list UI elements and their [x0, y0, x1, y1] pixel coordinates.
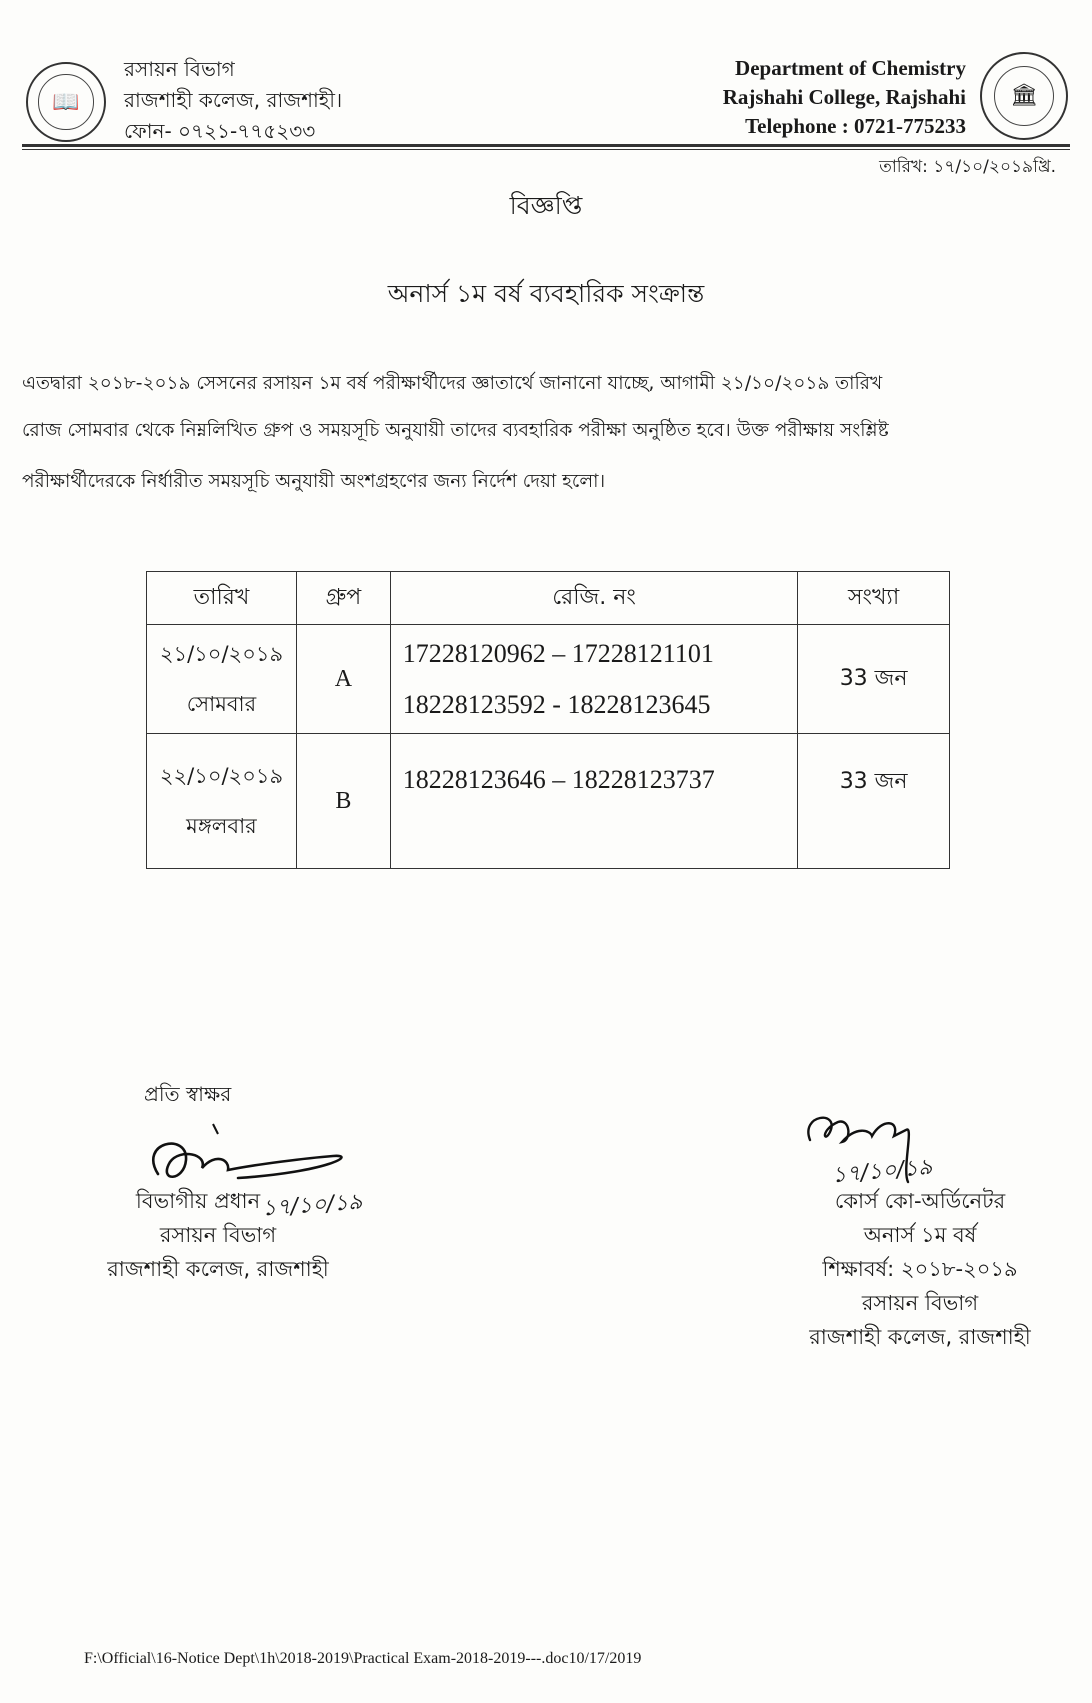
college-name-bn: রাজশাহী কলেজ, রাজশাহী।: [124, 88, 343, 112]
coordinator-college: রাজশাহী কলেজ, রাজশাহী: [809, 1325, 1031, 1349]
college-logo-right: [980, 52, 1068, 140]
col-header-reg: রেজি. নং: [390, 572, 797, 625]
notice-title: বিজ্ঞপ্তি: [509, 191, 583, 220]
group-cell: B: [296, 734, 390, 869]
reg-cell: [390, 734, 797, 869]
footer-file-path: F:\Official\16-Notice Dept\1h\2018-2019\Practical Exam-2018-2019---.doc10/17/2019: [84, 1650, 642, 1667]
coordinator-title: কোর্স কো-অর্ডিনেটর: [834, 1189, 1006, 1213]
right-signature-block: [780, 1184, 1060, 1354]
notice-date: তারিখ: ১৭/১০/২০১৯খ্রি.: [879, 157, 1056, 177]
table-row: [147, 734, 950, 869]
college-seal-icon: 🏛: [994, 66, 1055, 127]
col-header-group: গ্রুপ: [296, 572, 390, 625]
hod-title: বিভাগীয় প্রধান: [135, 1189, 261, 1213]
dept-name-en: Department of Chemistry: [735, 56, 966, 80]
table-row: [147, 625, 950, 734]
header-left: [124, 54, 342, 147]
phone-bn: ফোন- ০৭২১-৭৭৫২৩৩: [124, 119, 316, 143]
date-cell: [147, 734, 297, 869]
schedule-table: [146, 571, 950, 869]
group-cell: A: [296, 625, 390, 734]
handwritten-date-right: ১৭/১০/১৯: [831, 1154, 934, 1189]
countersign-label: প্রতি স্বাক্ষর: [144, 1082, 232, 1106]
reg-range: 17228120962 – 17228121101: [402, 639, 714, 668]
date-cell: [147, 625, 297, 734]
body-line-3: পরীক্ষার্থীদেরকে নির্ধারীত সময়সূচি অনুযায়ী অংশগ্রহণের জন্য নির্দেশ দেয়া হলো।: [22, 471, 606, 492]
count-cell: 33 জন: [798, 734, 950, 869]
reg-range: 18228123592 - 18228123645: [402, 690, 711, 719]
body-line-1: এতদ্বারা ২০১৮-২০১৯ সেসনের রসায়ন ১ম বর্ষ পরীক্ষার্থীদের জ্ঞাতার্থে জানানো যাচ্ছে, আগামী ২১/১০/২০১৯ তারিখ: [22, 373, 883, 394]
count-cell: 33 জন: [798, 625, 950, 734]
phone-en: Telephone : 0721-775233: [745, 114, 966, 138]
reg-cell: [390, 625, 797, 734]
date-value: ২২/১০/২০১৯: [159, 764, 284, 788]
hod-dept: রসায়ন বিভাগ: [159, 1223, 277, 1247]
col-header-count: সংখ্যা: [798, 572, 950, 625]
header-rule-thin: [22, 149, 1070, 150]
book-emblem-icon: 📖: [38, 74, 93, 129]
left-signature-block: [68, 1184, 368, 1286]
college-logo-left: [26, 62, 106, 142]
dept-name-bn: রসায়ন বিভাগ: [124, 57, 235, 81]
col-header-date: তারিখ: [147, 572, 297, 625]
date-value: ২১/১০/২০১৯: [159, 642, 284, 666]
college-name-en: Rajshahi College, Rajshahi: [722, 85, 966, 109]
hod-college: রাজশাহী কলেজ, রাজশাহী: [107, 1257, 329, 1281]
day-value: সোমবার: [186, 692, 257, 716]
coordinator-year: অনার্স ১ম বর্ষ: [863, 1223, 977, 1247]
day-value: মঙ্গলবার: [186, 814, 257, 838]
header-right: [723, 54, 966, 141]
header-rule: [22, 144, 1070, 147]
coordinator-session: শিক্ষাবর্ষ: ২০১৮-২০১৯: [822, 1257, 1018, 1281]
reg-range: 18228123646 – 18228123737: [402, 765, 715, 794]
notice-subject: অনার্স ১ম বর্ষ ব্যবহারিক সংক্রান্ত: [387, 279, 705, 308]
body-line-2: রোজ সোমবার থেকে নিম্নলিখিত গ্রুপ ও সময়সূচি অনুযায়ী তাদের ব্যবহারিক পরীক্ষা অনুষ্ঠিত হবে। উক্ত পরীক্ষায় সংশ্লিষ্ট: [22, 420, 889, 441]
handwritten-date-left: ১৭/১০/১৯: [261, 1189, 364, 1222]
coordinator-dept: রসায়ন বিভাগ: [861, 1291, 979, 1315]
table-header-row: [147, 572, 950, 625]
